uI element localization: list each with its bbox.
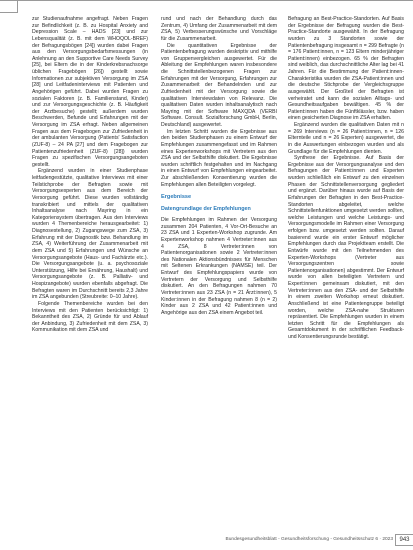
page-number: 943 [395,534,413,546]
body-paragraph: Synthese der Ergebnisse. Auf Basis der Ergebnisse aus der Versorgungsanalyse und den Befragungen der Patient:innen und Experten wurden schließlich ein Entwurf zu den einzelnen Phasen der Schnittstellenversorgung gegliedert und ergänzt. Darüber hinaus wurde auf Basis der Erfahrungen der Befragten in den Best-Practice-Standorten abgeleitet, welche Schnittstellenfunktionen umgesetzt werden sollten, welche Leistungen und welche Leistungs- und Versorgungsmodelle im Rahmen einer Versorgung erfolgen bzw. umgesetzt werden sollten. Darauf basierend wurde ein erster Entwurf möglicher Empfehlungen durch das Projektteam erstellt. Die Entwürfe wurde mit den Teilnehmenden des Experten-Workshops (Vertreter aus Versorgungszentren sowie Patientenorganisationen) abgestimmt. Der Entwurf wurde von allen beteiligten Vertretern und Expert:innen gemeinsam diskutiert, mit den Vertreter:innen aus den ZSA- und der Selbsthilfe in einem zweiten Workshop erneut diskutiert. Anschließend ist eine Patientengruppe beteiligt worden, welche ZSA-nahe Strukturen repräsentiert. Die Empfehlungen wurden in einem letzten Schritt für die Empfehlungen als Gesamtdokument in der schriftlichen Feedback- und Konsentierungsrunde bestätigt. [288,155,404,340]
text-column-2 [161,16,277,316]
body-paragraph: Ergänzend wurden die qualitativen Daten mit n = 269 Interviews (n = 26 Patient:innen, n = 126 Elternteile und n = 26 Experten) ausgewertet, die in die Auswertungen einbezogen wurden und als Grundlage für die Empfehlungen dienten. [288,122,404,155]
body-paragraph: Die Empfehlungen im Rahmen der Versorgung zusammen 204 Patienten, 4 Vor-Ort-Besuche an 23 ZSA und 1 Experten-Workshop zugrunde. Am Expertenworkshop nahmen 4 Vertreter:innen aus 4 ZSA, 8 Vertreter:innen von Patientenorganisationen sowie 2 Vertreter:innen des Nationalen Aktionsbündnisses für Menschen mit Seltenen Erkrankungen (NAMSE) teil. Der Entwurf des Empfehlungspapiers wurde von Vertretern der Versorgung und Selbsthilfe diskutiert. An den Befragungen nahmen 70 Vertreter:innen aus 23 ZSA (n = 21 Ärzt:innen), 5 Kinder:innen in der Befragung nahmen 8 (n = 2) Kinder aus 2 ZSA und 42 Patient:innen und Angehörige aus den ZSA einem Angebot teil. [161,217,277,316]
header-corner-box [0,0,18,13]
body-paragraph: Im letzten Schritt wurden die Ergebnisse aus den beiden Studienphasen zu einem Entwurf der Empfehlungen zusammengefasst und im Rahmen eines Expertenworkshops mit Vertretern aus den ZSA und der Selbsthilfe diskutiert. Die Ergebnisse wurden schriftlich festgehalten und im Nachgang in einen Entwurf von Empfehlungen eingearbeitet. Zur abschließenden Konsentierung wurden die Empfehlungen allen Beteiligten vorgelegt. [161,128,277,188]
body-paragraph: rund und nach der Behandlung durch das Zentrum, 4) Umfang der Zusammenarbeit mit dem ZSA, 5) Verbesserungswünsche und Vorschläge für die Zusammenarbeit. [161,16,277,42]
body-paragraph: Folgende Themenbereiche wurden bei den Interviews mit den Patienten berücksichtigt: 1) Bekanntheit des ZSA, 2) Gründe für und Ablauf der Anbindung, 3) Zufriedenheit mit dem ZSA, 3) Kommunikation mit dem ZSA und [32,300,148,334]
body-paragraph: zur Studienaufnahme angefragt. Neben Fragen zur Befindlichkeit (z. B. zu Hospital Anxiety and Depression Scale – HADS [23] und zur Lebensqualität (z. B. mit dem WHOQOL-BREF) der Befragungsbögen [24]) wurden dabei Fragen aus den Versorgungsbedarfsmessungen (in Anlehnung an den Supportive Care Needs Survey [25], bei Eltern die in der Kinderkrebsnachsorge üblichen Fragebögen [26]) gestellt sowie Informationen zur subjektiven Versorgung im ZSA [28] und Leitfadeninterviews mit Patienten und Angehörigen geführt. Dabei wurden Fragen zu sozialen Faktoren (z. B. Familienstand, Kinder) und zur Versorgungsgeschichte (z. B. Häufigkeit der Arztbesuche) gestellt; außerdem wurden Beschwerden, Befunde und Erfahrungen mit der Versorgung im ZSA erfragt. Neben allgemeinen Fragen aus dem Fragebogen zur Zufriedenheit in der ambulanten Versorgung (Patients' Satisfaction (ZUF-8) – 24 PA [27] und dem Fragebogen zur Patientenzufriedenheit (ZUF-8) [28]) wurden Fragen zu spezifischen Versorgungsangeboten gestellt. [32,16,148,168]
page-footer [0,534,413,546]
subsection-heading: Datengrundlage der Empfehlungen [161,206,251,213]
header-rule [18,0,413,1]
text-column-3 [288,16,404,341]
journal-citation: Bundesgesundheitsblatt - Gesundheitsforschung - Gesundheitsschutz 6 · 2023 [225,537,393,542]
text-column-1 [32,16,148,334]
body-paragraph: Die quantitativen Ergebnisse der Patientenbefragung wurden deskriptiv und mithilfe von Gruppenvergleichen ausgewertet. Für die Ableitung der Empfehlungen waren insbesondere die Schnittstellenbezogenen Fragen zur Erfahrungen mit der Versorgung, Erfahrungen zur Zusammenarbeit der Behandelnden und zur Zufriedenheit mit der Versorgung sowie die qualitativen Interviewdaten von Relevanz. Die qualitativen Daten wurden inhaltsanalytisch nach Mayring mit der Software MAXQDA (VERBI Software. Consult. Sozialforschung GmbH, Berlin, Deutschland) ausgewertet. [161,42,277,128]
body-paragraph: Ergänzend wurden in einer Studienphase leitfadengestützte, qualitative Interviews mit einer Teilstichprobe der Befragten sowie mit Versorgungsexperten aus dem Bereich der Versorgung geführt. Diese wurden vollständig transkribiert und mittels der qualitativen Inhaltsanalyse nach Mayring in ein Kategoriensystem übertragen. Aus den Interviews wurden 4 Themenbereiche herausgearbeitet: 1) Diagnosestellung, 2) Zugangswege zum ZSA, 3) Erfahrung mit der Diagnostik bzw. Behandlung im ZSA, 4) Weiterführung der Zusammenarbeit mit dem ZSA und 5) Erfahrungen und Wünsche an Versorgungsangebote (Haus- und Fachärzte etc.). Die Versorgungsangebote (u. a. psychosoziale Unterstützung, Hilfe bei Ernährung, Haushalt) und Versorgungsangebote (z. B. Palliativ- und Hospizangebote) wurden ebenfalls abgefragt. Die Befragten waren im Durchschnitt bereits 2,3 Jahre im ZSA angebunden (Streubreite: 0–10 Jahre). [32,168,148,301]
body-paragraph: Befragung an Best-Practice-Standorten. Auf Basis der Ergebnisse der Befragung wurden die Best-Practice-Standorte ausgewählt. In der Befragung wurden zu 3 Standorten sowie der Patientenbefragung insgesamt n = 299 Befragte (n = 176 Patient:innen, n = 123 Eltern minderjähriger Patient:innen) einbezogen. 65 % der Befragten sind weiblich, das durchschnittliche Alter lag bei 41 Jahren. Für die Bestimmung der Patient:innen-Charakteristika wurden die ZSA-Patient:innen und die deutsche Stichprobe der Vergleichsgruppe ausgewählt. Der Großteil der Befragten ist verheiratet und kann die sozialen Alltags- und Gesundheitsaufgaben bewältigen. 45 % der Patient:innen haben die Fünftklässler, bzw. haben einen gesicherten Diagnose im ZSA erhalten. [288,16,404,122]
section-heading: Ergebnisse [161,194,192,201]
